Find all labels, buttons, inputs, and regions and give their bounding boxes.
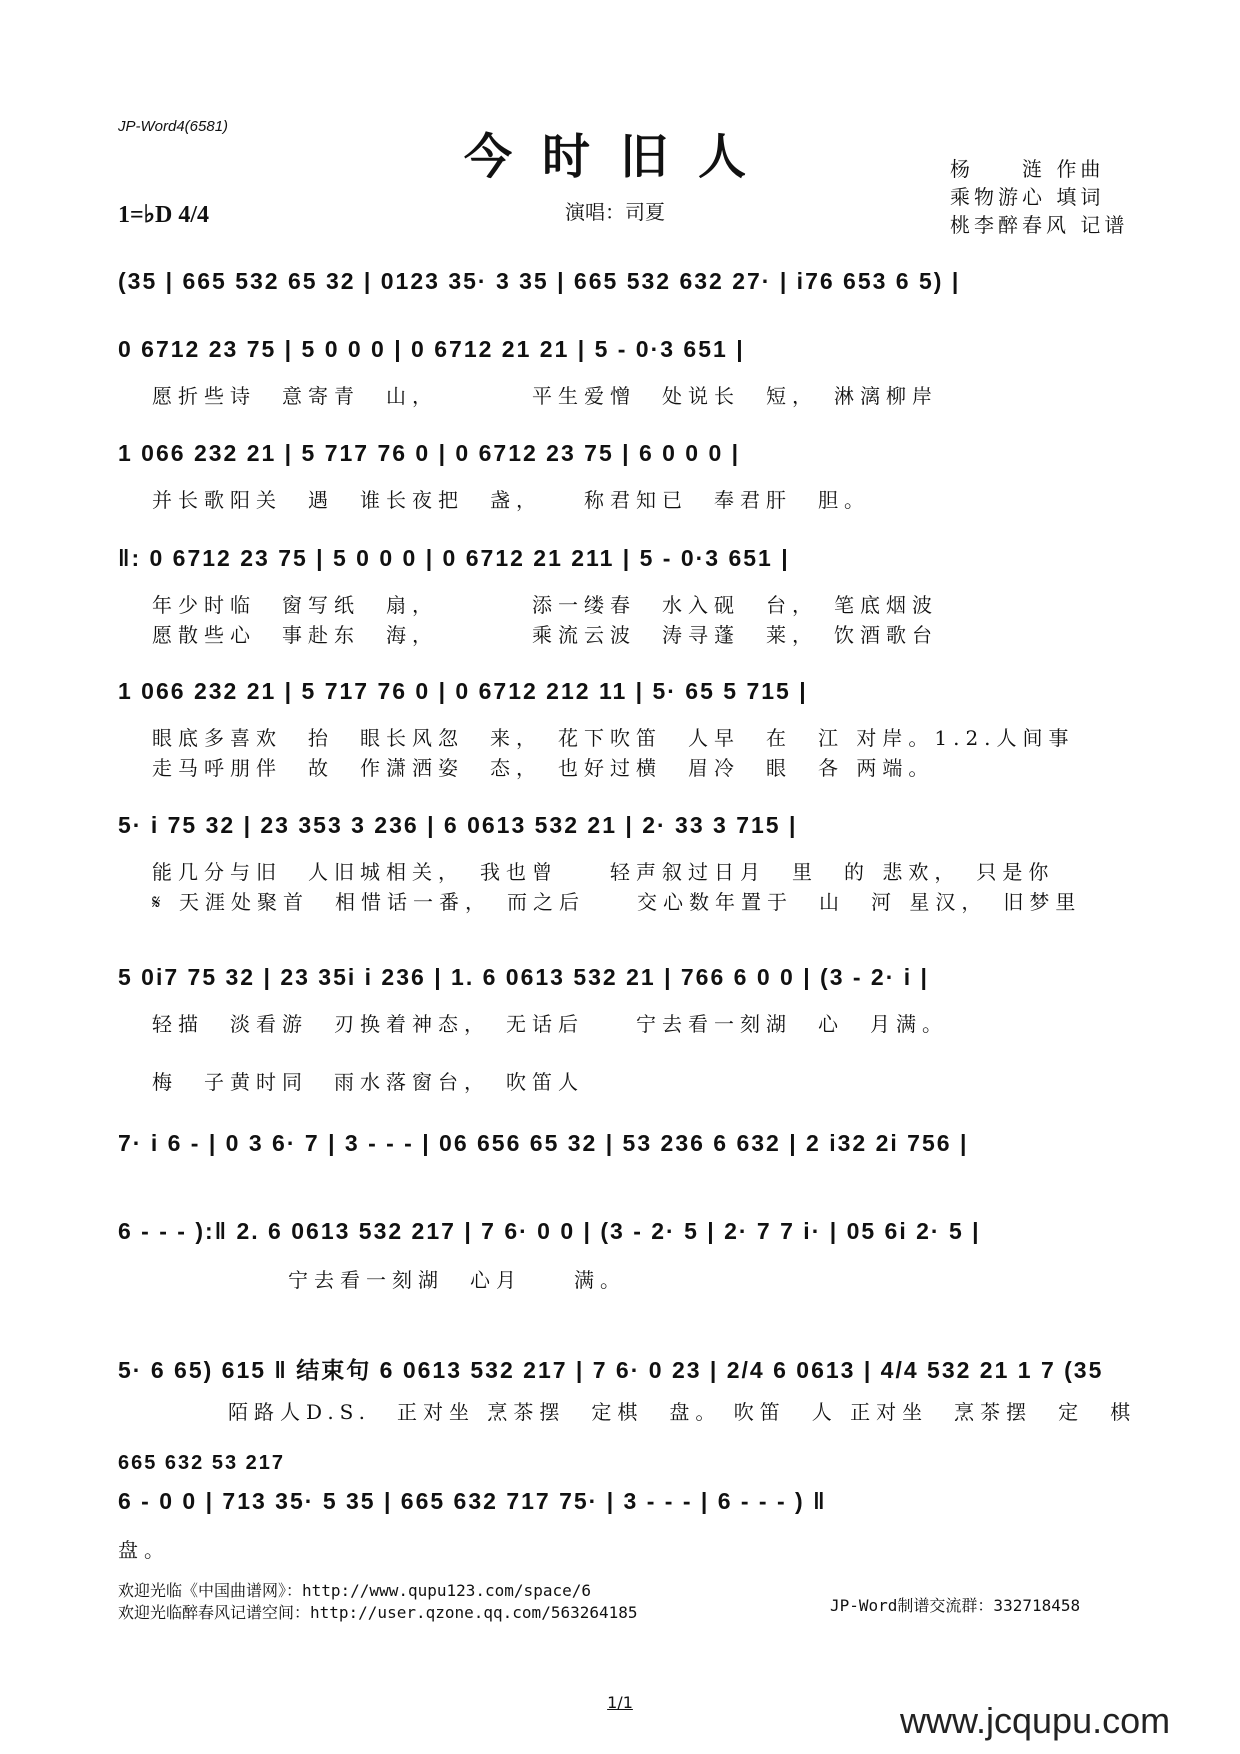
footer-link-qzone[interactable]: 欢迎光临醉春风记谱空间：http://user.qzone.qq.com/563264185 [118,1603,638,1622]
group-info: JP-Word制谱交流群：332718458 [830,1596,1081,1615]
notes-line: ‖: 0 6712 23 75 | 5 0 0 0 | 0 6712 21 211 | 5 - 0·3 651 | [118,545,790,571]
lyric-line: 盘。 [118,1538,170,1562]
notes-line: 5 0i7 75 32 | 23 35i i 236 | 1. 6 0613 532 21 | 766 6 0 0 | (3 - 2· i | [118,964,929,990]
upper-notes-line: 665 632 53 217 [118,1452,286,1474]
lyric-line: 并长歌阳关 遇 谁长夜把 盏， 称君知已 奉君肝 胆。 [152,488,870,512]
notes-line: 1 066 232 21 | 5 717 76 0 | 0 6712 23 75 | 6 0 0 0 | [118,440,741,466]
notes-line: 0 6712 23 75 | 5 0 0 0 | 0 6712 21 21 | 5 - 0·3 651 | [118,336,745,362]
song-title: 今时旧人 [463,129,776,185]
notes-line: 6 - 0 0 | 713 35· 5 35 | 665 632 717 75· | 3 - - - | 6 - - - ) ‖ [118,1488,827,1514]
watermark: www.jcqupu.com [900,1700,1171,1741]
software-label: JP-Word4(6581) [118,118,229,135]
notes-line: 1 066 232 21 | 5 717 76 0 | 0 6712 212 11 | 5· 65 5 715 | [118,678,808,704]
notes-line: 5· i 75 32 | 23 353 3 236 | 6 0613 532 21 | 2· 33 3 715 | [118,812,798,838]
lyric-line: 轻描 淡看游 刃换着神态， 无话后 宁去看一刻湖 心 月满。 [152,1012,948,1036]
singer-credit: 演唱：司夏 [565,200,665,224]
lyric-line: 陌路人D.S. 正对坐 烹茶摆 定棋 盘。 吹笛 人 正对坐 烹茶摆 定 棋 [228,1400,1137,1424]
footer-links [118,1580,638,1624]
lyric-line: 眼底多喜欢 抬 眼长风忽 来， 花下吹笛 人早 在 江 对岸。1.2.人间事 [152,726,1075,750]
transcriber-credit: 桃李醉春风 记谱 [950,213,1129,237]
lyric-line: 走马呼朋伴 故 作潇洒姿 态， 也好过横 眉冷 眼 各 两端。 [152,756,935,780]
composer-credit: 杨 涟 作曲 [950,157,1105,181]
credits [950,155,1128,239]
lyric-line: 梅 子黄时同 雨水落窗台， 吹笛人 [152,1070,584,1094]
lyric-line: 愿散些心 事赴东 海， 乘流云波 涛寻蓬 莱， 饮酒歌台 [152,623,938,647]
lyric-line: 能几分与旧 人旧城相关， 我也曾 轻声叙过日月 里 的 悲欢， 只是你 [152,860,1055,884]
lyric-line: 年少时临 窗写纸 扇， 添一缕春 水入砚 台， 笔底烟波 [152,593,938,617]
lyric-line: 𝄋 天涯处聚首 相惜话一番， 而之后 交心数年置于 山 河 星汉， 旧梦里 [152,890,1082,914]
notes-line: 6 - - - ):‖ 2. 6 0613 532 217 | 7 6· 0 0 | (3 - 2· 5 | 2· 7 7 i· | 05 6i 2· 5 | [118,1218,981,1244]
notes-line: 7· i 6 - | 0 3 6· 7 | 3 - - - | 06 656 65 32 | 53 236 6 632 | 2 i32 2i 756 | [118,1130,969,1156]
lyricist-credit: 乘物游心 填词 [950,185,1105,209]
notes-line: 5· 6 65) 615 ‖ 结束句 6 0613 532 217 | 7 6· 0 23 | 2/4 6 0613 | 4/4 532 21 1 7 (35 [118,1357,1104,1383]
notes-line: (35 | 665 532 65 32 | 0123 35· 3 35 | 665 532 632 27· | i76 653 6 5) | [118,268,961,294]
footer-link-qupu[interactable]: 欢迎光临《中国曲谱网》：http://www.qupu123.com/space/6 [118,1581,591,1600]
lyric-line: 宁去看一刻湖 心月 满。 [288,1268,626,1292]
lyric-line: 愿折些诗 意寄青 山， 平生爱憎 处说长 短， 淋漓柳岸 [152,384,938,408]
key-signature: 1=♭D 4/4 [118,202,209,228]
page-number-text: 1/1 [607,1693,633,1712]
